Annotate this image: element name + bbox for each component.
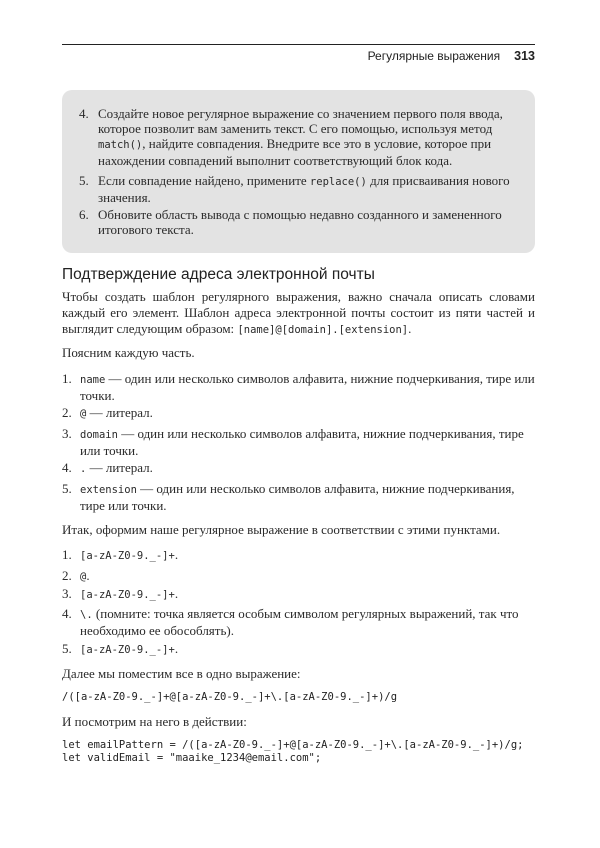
list-item	[62, 568, 535, 585]
inline-code: name	[80, 374, 106, 386]
item-text: — литерал.	[86, 460, 153, 475]
item-number: 6.	[79, 207, 89, 222]
item-number: 2.	[62, 405, 72, 420]
item-number: 4.	[62, 606, 72, 621]
code-line: let validEmail = "maaike_1234@email.com";	[62, 752, 322, 764]
item-text: — литерал.	[86, 405, 153, 420]
inline-code: extension	[80, 484, 137, 496]
list-item	[62, 641, 535, 658]
inline-code: [a-zA-Z0-9._-]+	[80, 589, 175, 601]
page-number: 313	[514, 49, 535, 63]
item-text: .	[86, 568, 90, 583]
item-number: 5.	[79, 173, 89, 188]
inline-code: .	[80, 463, 87, 475]
paragraph-text: .	[408, 321, 412, 336]
item-number: 4.	[62, 460, 72, 475]
action-paragraph: И посмотрим на него в действии:	[62, 714, 247, 729]
item-text: .	[174, 547, 179, 562]
item-number: 3.	[62, 426, 72, 441]
item-number: 2.	[62, 568, 72, 583]
inline-code: @	[80, 571, 87, 583]
section-heading: Подтверждение адреса электронной почты	[62, 266, 375, 283]
inline-code: domain	[80, 429, 118, 441]
item-text: Обновите область вывода с помощью недавно созданного и замененного итогового текста.	[98, 207, 502, 237]
callout-box	[62, 90, 535, 253]
item-text: Создайте новое регулярное выражение со значением первого поля ввода, которое позволит вам заменить текст. С его помощью, используя метод	[98, 106, 503, 136]
header-rule	[62, 44, 535, 45]
item-text: , найдите совпадения. Внедрите все это в условие, которое при нахождении совпадений выполнит соответствующий блок кода.	[98, 136, 492, 168]
inline-code: [a-zA-Z0-9._-]+	[80, 550, 175, 562]
list-item	[62, 405, 535, 422]
item-number: 1.	[62, 371, 72, 386]
inline-code: [name]@[domain].[extension]	[237, 324, 409, 336]
explain-paragraph: Поясним каждую часть.	[62, 345, 195, 360]
form-paragraph: Итак, оформим наше регулярное выражение в соответствии с этими пунктами.	[62, 522, 501, 537]
item-text: для присваивания нового значения.	[98, 173, 510, 205]
item-text: — один или несколько символов алфавита, нижние подчеркивания, тире или точки.	[80, 371, 535, 403]
item-text: — один или несколько символов алфавита, нижние подчеркивания, тире или точки.	[80, 481, 515, 513]
combine-paragraph: Далее мы поместим все в одно выражение:	[62, 666, 301, 681]
list-item	[62, 460, 535, 477]
inline-code: [a-zA-Z0-9._-]+	[80, 644, 175, 656]
item-text: (помните: точка является особым символом регулярных выражений, так что необходимо ее обособлять).	[80, 606, 519, 638]
running-header	[368, 49, 535, 63]
item-text: .	[174, 586, 179, 601]
item-number: 3.	[62, 586, 72, 601]
item-number: 5.	[62, 481, 72, 496]
item-number: 1.	[62, 547, 72, 562]
paragraph-text: Чтобы создать шаблон регулярного выражения, важно сначала описать словами каждый его элемент. Шаблон адреса электронной почты состоит из пяти частей и выглядит следующим образом:	[62, 289, 535, 336]
inline-code: \.	[80, 609, 93, 621]
list-item	[62, 426, 535, 459]
code-line: let emailPattern = /([a-zA-Z0-9._-]+@[a-zA-Z0-9._-]+\.[a-zA-Z0-9._-]+)/g;	[62, 739, 524, 751]
full-regex: /([a-zA-Z0-9._-]+@[a-zA-Z0-9._-]+\.[a-zA-Z0-9._-]+)/g	[62, 691, 398, 703]
list-item	[62, 371, 535, 404]
callout-item	[79, 173, 519, 205]
inline-code: replace()	[309, 176, 367, 188]
list-item	[62, 481, 535, 514]
inline-code: @	[80, 408, 87, 420]
item-text: — один или несколько символов алфавита, нижние подчеркивания, тире или точки.	[80, 426, 524, 458]
list-item	[62, 606, 535, 639]
callout-item	[79, 207, 519, 237]
item-text: Если совпадение найдено, примените	[98, 173, 310, 188]
intro-paragraph	[62, 289, 535, 338]
section-title: Регулярные выражения	[367, 49, 501, 63]
list-item	[62, 547, 535, 564]
list-item	[62, 586, 535, 603]
inline-code: match()	[98, 139, 143, 151]
item-text: .	[174, 641, 179, 656]
callout-item	[79, 106, 519, 168]
item-number: 4.	[79, 106, 89, 121]
item-number: 5.	[62, 641, 72, 656]
